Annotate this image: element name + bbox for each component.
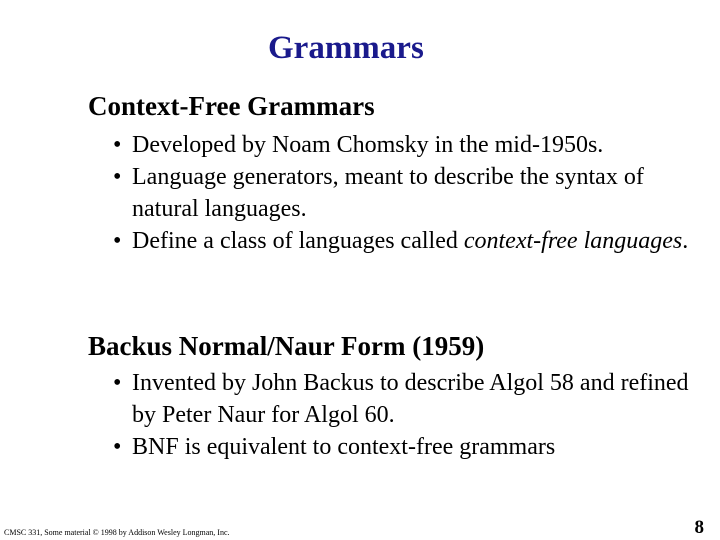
slide-title: Grammars (268, 30, 424, 66)
list-item (113, 367, 703, 431)
page-number: 8 (694, 517, 704, 538)
footer-credit: CMSC 331, Some material © 1998 by Addison Wesley Longman, Inc. (4, 528, 230, 537)
bullet-list-bnf (113, 367, 703, 463)
bullet-text: Language generators, meant to describe the syntax of natural languages. (132, 164, 644, 222)
list-item (113, 161, 703, 225)
bullet-text-italic: context-free languages (463, 228, 683, 254)
bullet-icon: • (113, 434, 122, 460)
list-item (113, 129, 703, 161)
bullet-icon: • (113, 228, 122, 254)
bullet-text-end: . (682, 228, 689, 254)
bullet-icon: • (113, 370, 122, 396)
bullet-text: BNF is equivalent to context-free grammars (132, 434, 556, 460)
list-item (113, 431, 703, 463)
bullet-text: Invented by John Backus to describe Algol 58 and refined by Peter Naur for Algol 60. (132, 370, 689, 428)
bullet-text: Define a class of languages called (132, 228, 464, 254)
list-item (113, 225, 703, 257)
bullet-list-cfg (113, 129, 703, 257)
section-heading-cfg: Context-Free Grammars (88, 91, 375, 121)
section-heading-bnf: Backus Normal/Naur Form (1959) (88, 331, 485, 361)
bullet-text: Developed by Noam Chomsky in the mid-1950s. (132, 132, 604, 158)
bullet-icon: • (113, 164, 122, 190)
bullet-icon: • (113, 132, 122, 158)
